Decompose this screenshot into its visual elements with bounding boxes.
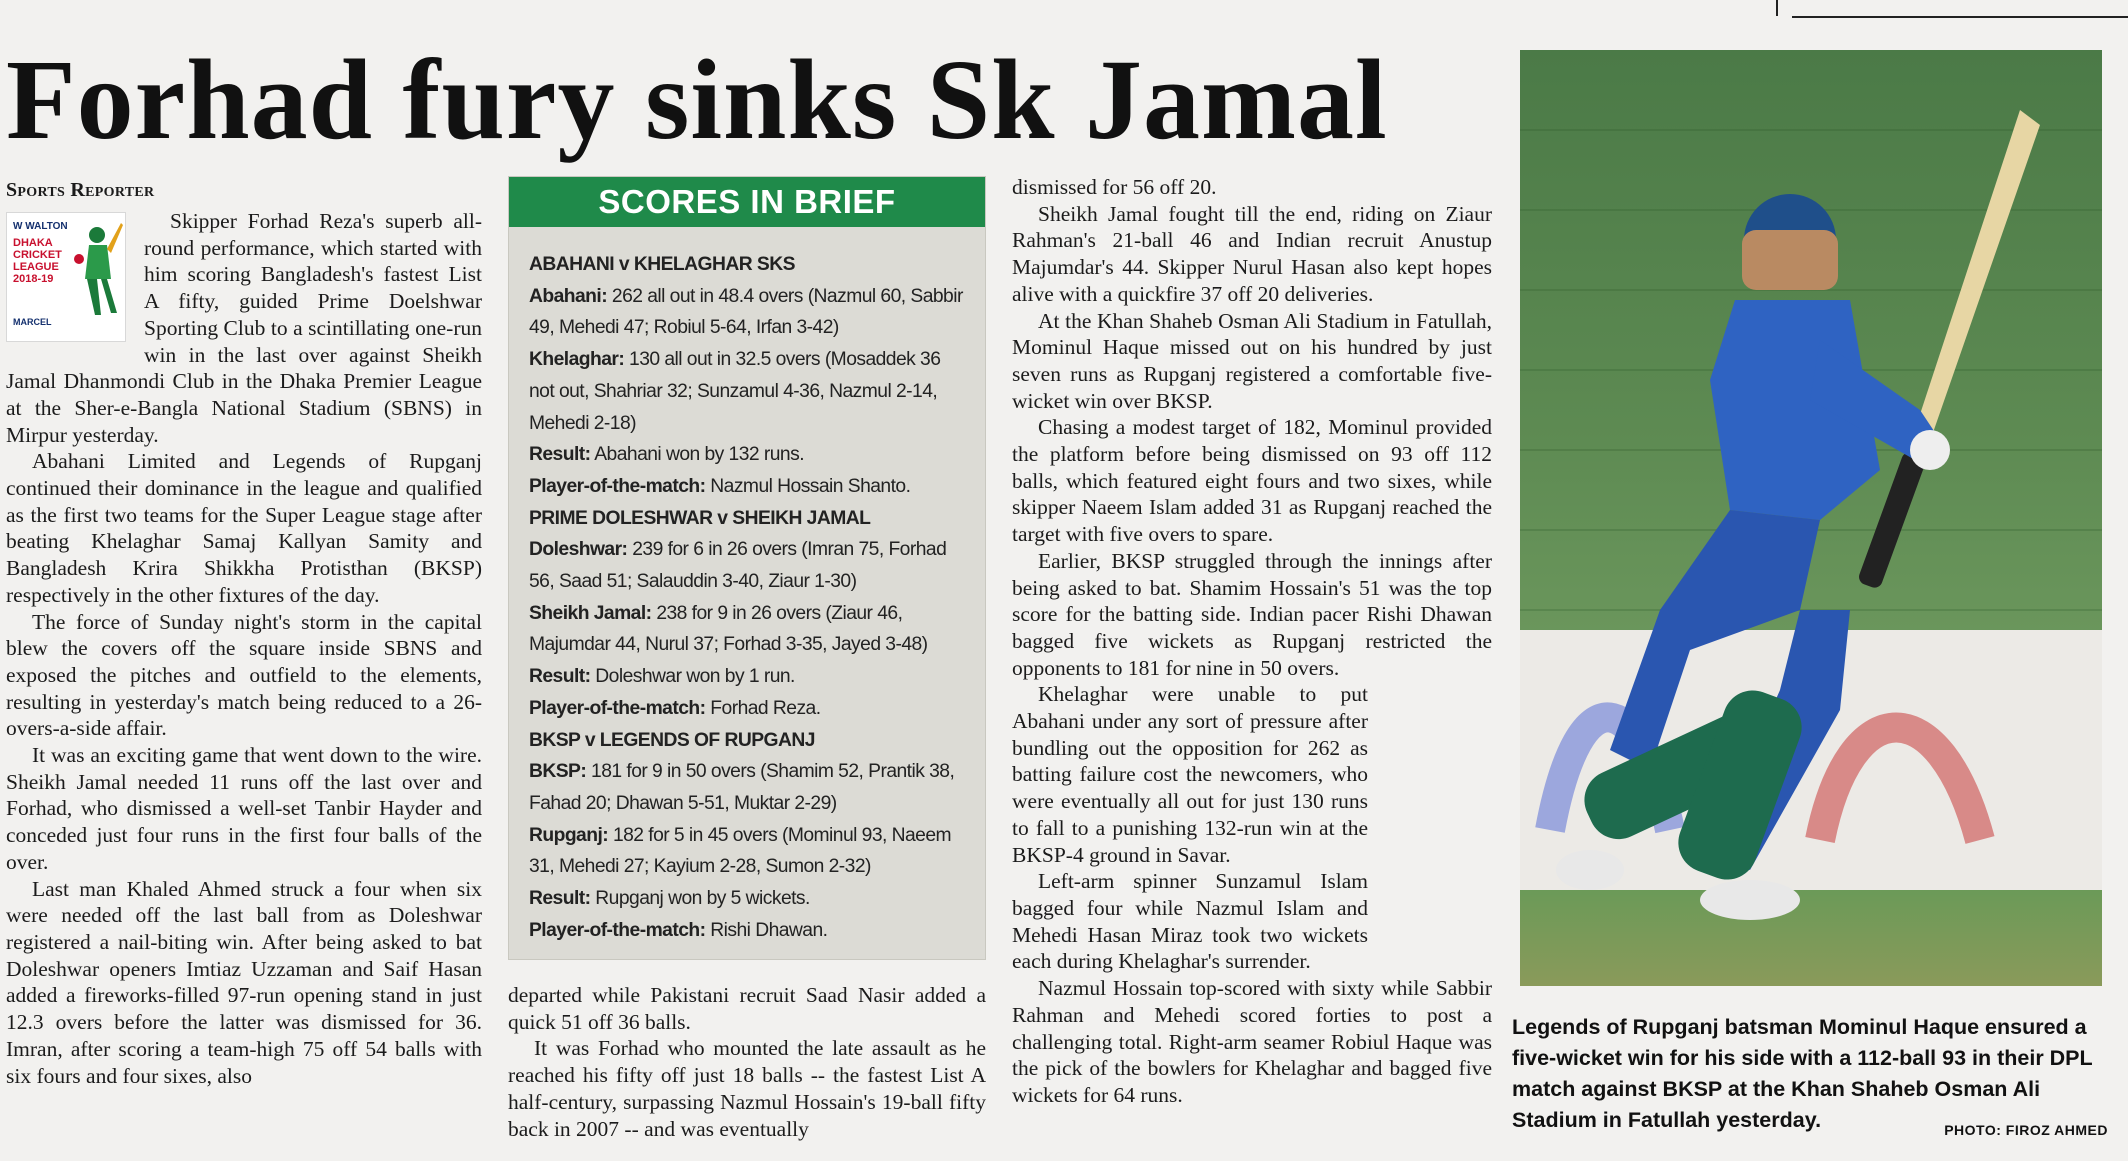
col2-paragraph-1: departed while Pakistani recruit Saad Nasir added a quick 51 off 36 balls. [508,983,986,1034]
scores-header: SCORES IN BRIEF [509,177,985,227]
col3-paragraph-1: dismissed for 56 off 20. [1012,175,1217,199]
top-rule-vertical [1776,0,1778,16]
col1-paragraph-4: It was an exciting game that went down to the wire. Sheikh Jamal needed 11 runs off the last over and Forhad, who dismissed a well-set Tanbir Hayder and conceded just four runs in the first four balls of the over. [6,743,482,874]
potm-line: Player-of-the-match: Rishi Dhawan. [529,919,828,941]
col1-paragraph-3: The force of Sunday night's storm in the capital blew the covers off the square inside SBNS and exposed the pitches and outfield to the elements, resulting in yesterday's match being reduced to a 26-overs-a-side affair. [6,609,482,741]
col3-paragraph-4: Chasing a modest target of 182, Mominul provided the platform before being dismissed on 93 off 112 balls, which featured eight fours and two sixes, while skipper Naeem Islam added 31 as Rupganj reached the target with five overs to spare. [1012,415,1492,547]
col3-paragraph-8: Nazmul Hossain top-scored with sixty while Sabbir Rahman and Mehedi scored forties to post a challenging total. Right-arm seamer Robiul Haque was the pick of the bowlers for Khelaghar and bagged five wickets for 64 runs. [1012,976,1492,1107]
caption-text: Legends of Rupganj batsman Mominul Haque ensured a five-wicket win for his side with a 112-ball 93 in their DPL match against BKSP at the Khan Shaheb Osman Ali Stadium in Fatullah yesterday. [1512,1015,2093,1132]
col3-paragraph-6: Khelaghar were unable to put Abahani under any sort of pressure after bundling out the opposition for 262 as batting failure cost the newcomers, who were eventually all out for just 130 runs to fall to a punishing 132-run win at the BKSP-4 ground in Savar. [1012,682,1368,867]
match-title: BKSP v LEGENDS OF RUPGANJ [529,729,815,751]
photo-caption [1512,1012,2108,1146]
photo-credit: PHOTO: FIROZ AHMED [1944,1122,2108,1138]
col3-paragraph-7: Left-arm spinner Sunzamul Islam bagged four while Nazmul Islam and Mehedi Hasan Miraz took two wickets each during Khelaghar's surrender. [1012,869,1368,974]
article-column-2 [508,176,986,1142]
scores-in-brief-box [508,176,986,960]
result-line: Result: Abahani won by 132 runs. [529,444,805,466]
col3-paragraph-2: Sheikh Jamal fought till the end, riding on Ziaur Rahman's 21-ball 46 and Indian recruit Anustup Majumdar's 44. Skipper Nurul Hasan also kept hopes alive with a quickfire 37 off 20 deliveries. [1012,201,1492,306]
logo-event: DHAKA CRICKET LEAGUE 2018-19 [13,237,62,285]
headline: Forhad fury sinks Sk Jamal [6,36,1388,163]
article-column-1 [6,178,482,1089]
col2-paragraph-2: It was Forhad who mounted the late assault as he reached his fifty off just 18 balls -- the fastest List A half-century, surpassing Nazmul Hossain's 19-ball fifty back in 2007 -- and was eventually [508,1036,986,1141]
col1-paragraph-2: Abahani Limited and Legends of Rupganj continued their dominance in the league and qualified as the first two teams for the Super League stage after beating Khelaghar Samaj Kallyan Samity and Bangladesh Krira Shikkha Protisthan (BKSP) respectively in the other fixtures of the day. [6,449,482,607]
match-title: PRIME DOLESHWAR v SHEIKH JAMAL [529,507,871,529]
score-line: Sheikh Jamal: 238 for 9 in 26 overs (Ziaur 46, Majumdar 44, Nurul 37; Forhad 3-35, Jayed 3-48) [529,602,928,656]
logo-sponsor: W WALTON [13,221,68,232]
score-line: BKSP: 181 for 9 in 50 overs (Shamim 52, Prantik 38, Fahad 20; Dhawan 5-51, Muktar 2-29) [529,761,955,814]
potm-line: Player-of-the-match: Forhad Reza. [529,697,821,719]
scores-body [509,227,985,946]
match-title: ABAHANI v KHELAGHAR SKS [529,254,795,275]
col3-paragraph-5: Earlier, BKSP struggled through the innings after being asked to bat. Shamim Hossain's 51 was the top score for the batting side. Indian pacer Rishi Dhawan bagged five wickets as Rupganj restricted the opponents to 181 for nine in 50 overs. [1012,548,1492,680]
score-line: Khelaghar: 130 all out in 32.5 overs (Mosaddek 36 not out, Shahriar 32; Sunzamul 4-36, Nazmul 2-14, Mehedi 2-18) [529,349,941,434]
score-line: Rupganj: 182 for 5 in 45 overs (Mominul 93, Naeem 31, Mehedi 27; Kayium 2-28, Sumon 2-32) [529,824,952,878]
col2-text [508,982,986,1142]
col1-paragraph-5: Last man Khaled Ahmed struck a four when six were needed off the last ball from as Doleshwar registered a nail-biting win. After being asked to bat Doleshwar openers Imtiaz Uzzaman and Saif Hasan added a fireworks-filled 97-run opening stand in just 12.3 overs before the latter was dismissed for 36. Imran, after scoring a team-high 75 off 54 balls with six fours and four sixes, also [6,876,482,1088]
batsman-logo-icon [67,219,123,319]
score-line: Abahani: 262 all out in 48.4 overs (Nazmul 60, Sabbir 49, Mehedi 47; Robiul 5-64, Irfan 3-42) [529,285,963,339]
batsman-illustration [1520,50,2102,986]
score-line: Doleshwar: 239 for 6 in 26 overs (Imran 75, Forhad 56, Saad 51; Salauddin 3-40, Ziaur 1-30) [529,539,947,593]
result-line: Result: Rupganj won by 5 wickets. [529,888,810,910]
batsman-photo [1520,50,2102,986]
col1-paragraph-1: Skipper Forhad Reza's superb all-round performance, which started with him scoring Bangladesh's fastest List A fifty, guided Prime Doelshwar Sporting Club to a scintillating one-run win in the last over against Sheikh Jamal Dhanmondi Club in the Dhaka Premier League at the Sher-e-Bangla National Stadium (SBNS) in Mirpur yesterday. [6,209,482,447]
league-logo [6,212,126,342]
byline: Sports Reporter [6,179,155,201]
potm-line: Player-of-the-match: Nazmul Hossain Shanto. [529,475,911,497]
result-line: Result: Doleshwar won by 1 run. [529,666,795,688]
col3-paragraph-3: At the Khan Shaheb Osman Ali Stadium in Fatullah, Mominul Haque missed out on his hundred by just seven runs as Rupganj registered a comfortable five-wicket win over BKSP. [1012,308,1492,413]
logo-partner: MARCEL [13,317,52,327]
top-rule-horizontal [1792,16,2128,18]
article-column-3 [1012,174,1492,1109]
